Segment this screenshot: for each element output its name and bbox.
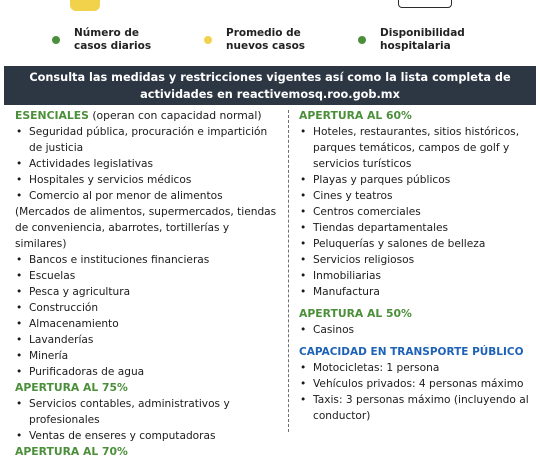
list-item: • Construcción	[15, 300, 281, 316]
yellow-shape-icon	[70, 0, 100, 11]
list-item: • Centros comerciales	[299, 204, 535, 220]
legend-label: Promedio de nuevos casos	[226, 27, 306, 52]
legend-average-new-cases	[204, 27, 305, 53]
list-item: • Manufactura	[299, 284, 535, 300]
left-column	[15, 108, 281, 460]
legend-label: Número de casos diarios	[74, 27, 152, 52]
list-item: • Taxis: 3 personas máximo (incluyendo al conductor)	[299, 392, 535, 424]
list-item: • Vehículos privados: 4 personas máximo	[299, 376, 535, 392]
green-dot-icon	[358, 36, 366, 44]
list-item: • Escuelas	[15, 268, 281, 284]
list-item: • Hospitales y servicios médicos	[15, 172, 281, 188]
list-item: • Ventas de enseres y computadoras	[15, 428, 281, 444]
list-item: • Casinos	[299, 322, 535, 338]
list-item: • Comercio al por menor de alimentos	[15, 188, 281, 204]
list-item: • Servicios religiosos	[299, 252, 535, 268]
legend-label: Disponibilidad hospitalaria	[380, 27, 465, 52]
list-item: • Playas y parques públicos	[299, 172, 535, 188]
document-icon	[398, 0, 452, 8]
list-item: • Servicios contables, administrativos y profesionales	[15, 396, 281, 428]
right-column	[299, 108, 535, 424]
green-dot-icon	[52, 36, 60, 44]
apertura-75-heading: APERTURA AL 75%	[15, 381, 128, 394]
esenciales-heading: ESENCIALES (operan con capacidad normal)	[15, 109, 262, 122]
list-item: • Peluquerías y salones de belleza	[299, 236, 535, 252]
apertura-50-heading: APERTURA AL 50%	[299, 307, 412, 320]
list-item: • Seguridad pública, procuración e impartición de justicia	[15, 124, 281, 156]
list-item: • Minería	[15, 348, 281, 364]
list-item: • Cines y teatros	[299, 188, 535, 204]
legend-daily-cases	[52, 27, 151, 53]
info-banner: Consulta las medidas y restricciones vigentes así como la lista completa de actividades en reactivemosq.roo.gob.mx	[4, 66, 536, 105]
apertura-60-heading: APERTURA AL 60%	[299, 109, 412, 122]
list-item: • Bancos e instituciones financieras	[15, 252, 281, 268]
list-item: • Actividades legislativas	[15, 156, 281, 172]
list-item: • Almacenamiento	[15, 316, 281, 332]
list-item: • Inmobiliarias	[299, 268, 535, 284]
column-divider	[288, 110, 289, 432]
apertura-70-heading: APERTURA AL 70%	[15, 445, 128, 458]
transporte-heading: CAPACIDAD EN TRANSPORTE PÚBLICO	[299, 346, 524, 358]
list-item: • Tiendas departamentales	[299, 220, 535, 236]
list-item: • Purificadoras de agua	[15, 364, 281, 380]
yellow-dot-icon	[204, 36, 212, 44]
list-item: • Lavanderías	[15, 332, 281, 348]
list-item: • Motocicletas: 1 persona	[299, 360, 535, 376]
legend-area	[0, 0, 540, 66]
legend-hospital-availability	[358, 27, 465, 53]
esenciales-paragraph: (Mercados de alimentos, supermercados, tiendas de conveniencia, abarrotes, tortillerías y similares)	[15, 206, 277, 250]
list-item: • Pesca y agricultura	[15, 284, 281, 300]
list-item: • Hoteles, restaurantes, sitios históricos, parques temáticos, campos de golf y servicios turísticos	[299, 124, 535, 172]
